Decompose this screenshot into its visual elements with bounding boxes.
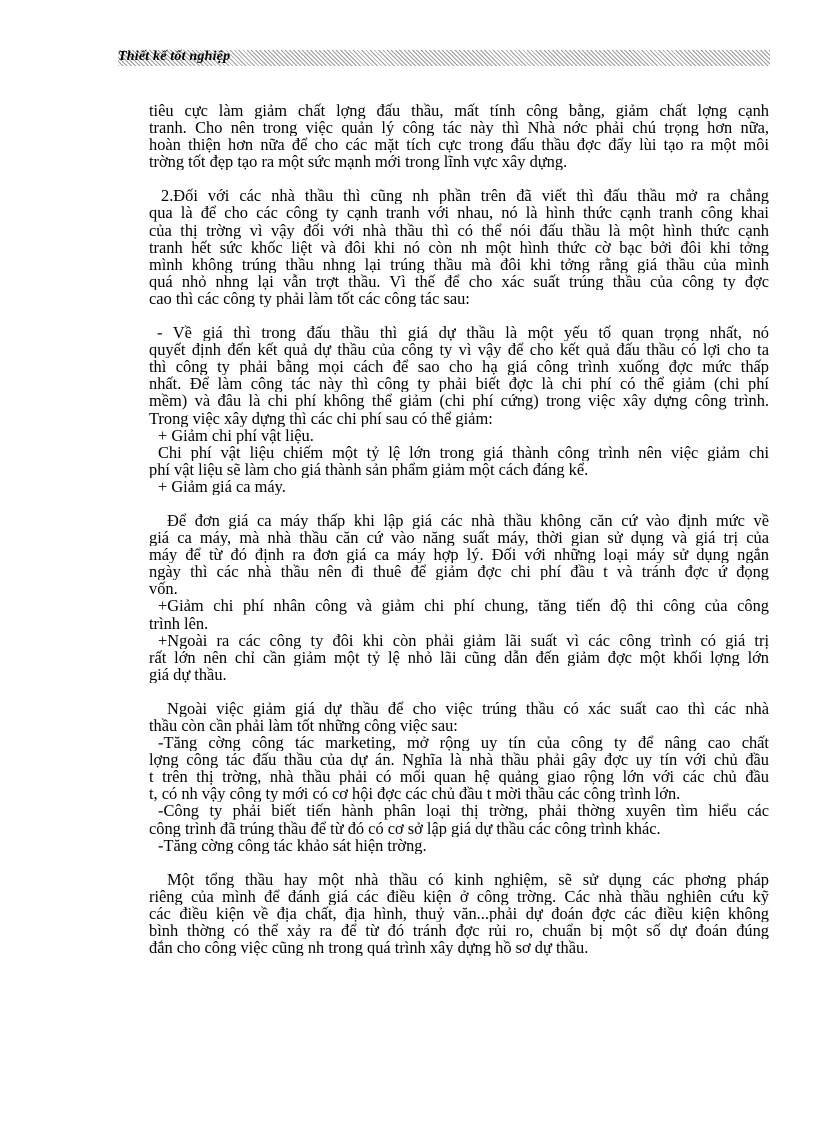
text-line: phí vật liệu sẽ làm cho giá thành sản phẩm giảm một cách đáng kể. — [149, 460, 589, 478]
text-line: Để đơn giá ca máy thấp khi lập giá các nhà thầu không căn cứ vào định mức về — [167, 511, 769, 530]
paragraph — [149, 324, 769, 495]
paragraph — [149, 700, 769, 854]
text-line: riêng của mình để đánh giá các điều kiện ở công trờng. Các nhà thầu nghiên cứu kỹ — [149, 887, 769, 905]
text-line: thầu còn cần phải làm tốt những công việc sau: — [149, 717, 458, 735]
text-line: 2.Đối với các nhà thầu thì cũng nh phần trên đã viết thì đấu thầu mở ra chẳng — [161, 187, 769, 205]
text-line: +Ngoài ra các công ty đôi khi còn phải giảm lãi suất vì các công trình có giá trị — [158, 631, 769, 649]
text-line: mình không trúng thầu nhng lại trúng thầu mà đôi khi tởng rằng giá thầu của mình — [149, 255, 769, 273]
text-line: trình lên. — [149, 614, 209, 632]
paragraph-gap — [149, 307, 769, 324]
text-line: tranh. Cho nên trong việc quản lý công tác này thì Nhà nớc phải chú trọng hơn nữa, — [149, 119, 769, 137]
text-line: -Tăng cờng công tác marketing, mở rộng uy tín của công ty để nâng cao chất — [158, 734, 769, 752]
text-line: -Công ty phải biết tiến hành phân loại thị trờng, phải thờng xuyên tìm hiểu các — [158, 802, 769, 820]
page-header — [118, 50, 770, 66]
text-line: lợng công tác đấu thầu của dự án. Nghĩa là nhà thầu phải gây đợc uy tín với chủ đầu — [149, 751, 769, 769]
text-line: máy để từ đó định ra đơn giá ca máy hợp lý. Đối với những loại máy sử dụng ngắn — [149, 546, 769, 564]
text-line: các điều kiện về địa chất, địa hình, thuỷ văn...phải dự đoán đợc các điều kiện không — [149, 904, 769, 923]
text-line: cao thì các công ty phải làm tốt các công tác sau: — [149, 289, 470, 308]
paragraph-gap — [149, 683, 769, 700]
text-line: của thị trờng vì vậy đối với nhà thầu thì có thể nói đấu thầu là một hình thức cạnh — [149, 221, 769, 239]
paragraph-gap — [149, 495, 769, 512]
text-line: mềm) và đâu là chi phí không thể giảm (chi phí cứng) trong việc xây dựng công trình. — [149, 392, 769, 410]
text-line: quyết định đến kết quả dự thầu của công ty vì vậy để cho kết quả đấu thầu có lợi cho ta — [149, 341, 769, 359]
text-line: công trình đã trúng thầu để từ đó có cơ sở lập giá dự thầu các công trình khác. — [149, 819, 661, 837]
text-line: rất lớn nên chỉ cần giảm một tỷ lệ nhỏ lãi cũng dẫn đến giảm đợc một khối lợng lớn — [149, 648, 769, 666]
text-line: + Giảm giá ca máy. — [158, 477, 286, 495]
text-line: t, có nh vậy công ty mới có cơ hội đợc các chủ đầu t mời thầu các công trình lớn. — [149, 785, 681, 803]
document-body — [149, 102, 769, 956]
paragraph — [149, 102, 769, 170]
paragraph — [149, 871, 769, 956]
text-line: vốn. — [149, 580, 178, 598]
text-line: trờng tốt đẹp tạo ra một sức mạnh mới trong lĩnh vực xây dựng. — [149, 153, 568, 171]
text-line: giá dự thầu. — [149, 665, 227, 683]
text-line: - Về giá thì trong đấu thầu thì giá dự thầu là một yếu tố quan trọng nhất, nó — [157, 324, 769, 342]
paragraph-gap — [149, 170, 769, 187]
paragraph — [149, 187, 769, 307]
text-line: Ngoài việc giảm giá dự thầu để cho việc trúng thầu có xác suất cao thì các nhà — [167, 699, 769, 717]
text-line: + Giảm chi phí vật liệu. — [158, 426, 314, 444]
text-line: -Tăng cờng công tác khảo sát hiện trờng. — [158, 836, 427, 854]
text-line: hoàn thiện hơn nữa để cho các mặt tích cực trong đấu thầu đợc đẩy lùi tạo ra một môi — [149, 136, 769, 154]
paragraph — [149, 512, 769, 683]
text-line: Một tổng thầu hay một nhà thầu có kinh nghiệm, sẽ sử dụng các phơng pháp — [167, 870, 769, 888]
text-line: Trong việc xây dựng thì các chi phí sau có thể giảm: — [149, 409, 493, 427]
text-line: giá ca máy, mà nhà thầu căn cứ vào năng suất máy, thời gian sử dụng và giá trị của — [149, 529, 769, 547]
paragraph-gap — [149, 854, 769, 871]
text-line: quá nhỏ nhng lại vẫn trợt thầu. Vì thế để cho xác suất trúng thầu của công ty đợc — [149, 272, 769, 290]
text-line: đắn cho công việc cũng nh trong quá trình xây dựng hồ sơ dự thầu. — [149, 939, 589, 957]
text-line: tranh hết sức khốc liệt và đôi khi nó còn nh một hình thức cờ bạc bởi đôi khi tởng — [149, 238, 769, 256]
text-line: +Giảm chi phí nhân công và giảm chi phí chung, tăng tiến độ thi công của công — [158, 597, 769, 615]
text-line: tiêu cực làm giảm chất lợng đấu thầu, mất tính công bằng, giảm chất lợng cạnh — [149, 102, 769, 120]
text-line: thì công ty phải bằng mọi cách để sao cho hạ giá công trình xuống đợc mức thấp — [149, 358, 769, 376]
text-line: t trên thị trờng, nhà thầu phải có mối quan hệ quảng giao rộng lớn với các chủ đầu — [149, 768, 769, 786]
text-line: Chi phí vật liệu chiếm một tỷ lệ lớn trong giá thành công trình nên việc giảm chi — [158, 443, 769, 461]
header-title: Thiết kế tốt nghiệp — [118, 49, 231, 64]
text-line: bình thờng có thể xảy ra để từ đó tránh đợc rủi ro, chuẩn bị một số dự đoán đúng — [149, 922, 769, 940]
text-line: nhất. Để làm công tác này thì công ty phải biết đợc là chi phí có thể giảm (chi phí — [149, 375, 769, 393]
text-line: ngày thì các nhà thầu nên đi thuê để giảm đợc chi phí đầu t và tránh đợc ứ đọng — [149, 563, 769, 581]
text-line: qua là để cho các công ty cạnh tranh với nhau, nó là hình thức cạnh tranh công khai — [149, 204, 769, 222]
